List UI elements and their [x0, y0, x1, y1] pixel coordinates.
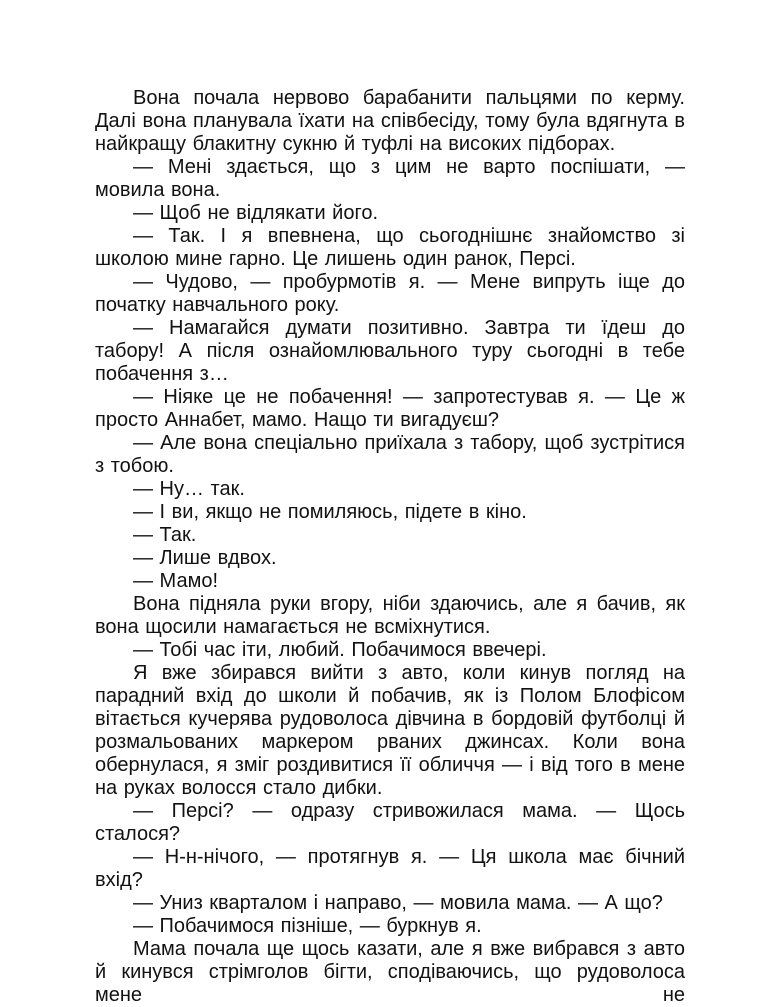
page-text: [95, 87, 685, 1007]
paragraph: — Побачимося пізніше, — буркнув я.: [133, 915, 482, 937]
paragraph: — Лише вдвох.: [133, 547, 277, 569]
paragraph: — Так. І я впевнена, що сьогоднішнє знайомство зі школою мине гарно. Це лишень один ранок, Персі.: [95, 225, 685, 270]
paragraph: — Намагайся думати позитивно. Завтра ти їдеш до табору! А після ознайомлювального туру сьогодні в тебе побачення з…: [95, 317, 685, 385]
paragraph: — Мамо!: [133, 570, 218, 592]
paragraph: — Тобі час іти, любий. Побачимося ввечері.: [133, 639, 547, 661]
paragraph: — Ніяке це не побачення! — запротестував я. — Це ж просто Аннабет, мамо. Нащо ти вигадуєш?: [95, 386, 685, 431]
paragraph: Вона почала нервово барабанити пальцями по керму. Далі вона планувала їхати на співбесіду, тому була вдягнута в найкращу блакитну сукню й туфлі на високих підборах.: [95, 87, 685, 155]
paragraph: — Униз кварталом і направо, — мовила мама. — А що?: [133, 892, 663, 914]
paragraph: Мама почала ще щось казати, але я вже вибрався з авто й кинувся стрімголов бігти, сподіваючись, що рудоволоса мене не: [95, 938, 685, 1006]
paragraph: — Мені здається, що з цим не варто поспішати, — мовила вона.: [95, 156, 685, 201]
paragraph: — Ну… так.: [133, 478, 245, 500]
paragraph: — Щоб не відлякати його.: [133, 202, 378, 224]
paragraph: Вона підняла руки вгору, ніби здаючись, але я бачив, як вона щосили намагається не всміхнутися.: [95, 593, 685, 638]
paragraph: — Чудово, — пробурмотів я. — Мене випруть іще до початку навчального року.: [95, 271, 685, 316]
paragraph: — І ви, якщо не помиляюсь, підете в кіно.: [133, 501, 527, 523]
paragraph: — Персі? — одразу стривожилася мама. — Щось сталося?: [95, 800, 685, 845]
paragraph: — Так.: [133, 524, 197, 546]
paragraph: — Н-н-нічого, — протягнув я. — Ця школа має бічний вхід?: [95, 846, 685, 891]
paragraph: Я вже збирався вийти з авто, коли кинув погляд на парадний вхід до школи й побачив, як із Полом Блофісом вітається кучерява рудоволоса дівчина в бордовій футболці й розмальованих маркером рваних джинсах. Коли вона обернулася, я зміг роздивитися її обличчя — і від того в мене на руках волосся стало дибки.: [95, 662, 685, 799]
paragraph: — Але вона спеціально приїхала з табору, щоб зустрітися з тобою.: [95, 432, 685, 477]
